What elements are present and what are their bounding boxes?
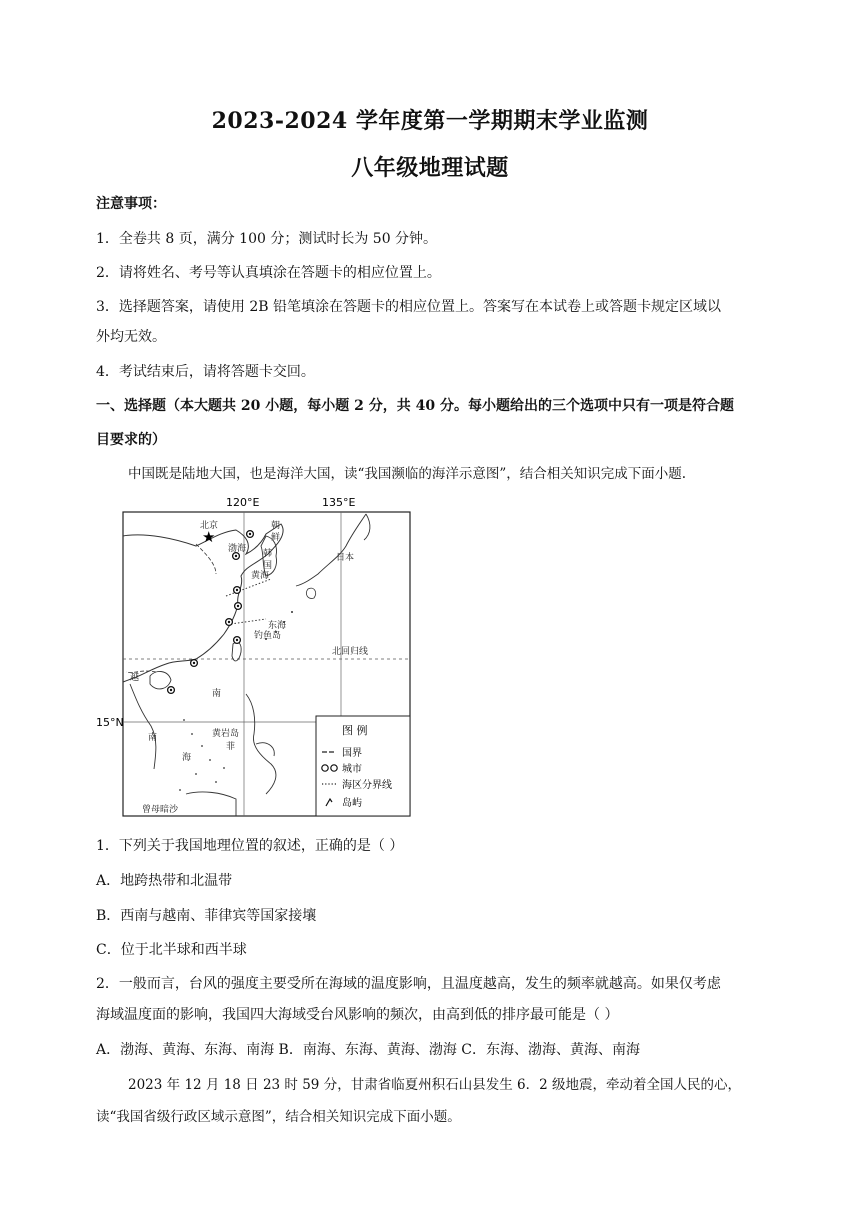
section-heading: 一、选择题（本大题共 20 小题，每小题 2 分，共 40 分。每小题给出的三个选项中只有一项是符合题 [96, 398, 734, 414]
label-xian: 鲜 [271, 533, 281, 543]
question-2-options: A．渤海、黄海、东海、南海 B．南海、东海、黄海、渤海 C．东海、渤海、黄海、南海 [96, 1042, 641, 1058]
south-sea-island [191, 733, 193, 735]
note-item-1: 1．全卷共 8 页，满分 100 分；测试时长为 50 分钟。 [96, 231, 438, 247]
south-sea-island [201, 745, 203, 747]
label-yue: 越 [130, 673, 140, 683]
south-sea-island [183, 719, 185, 721]
label-beijing: 北京 [200, 521, 219, 531]
lon-label-135: 135°E [322, 496, 356, 509]
exam-subtitle: 八年级地理试题 [351, 155, 509, 181]
legend-item-border: 国界 [342, 748, 362, 759]
question-1-option-b: B．西南与越南、菲律宾等国家接壤 [96, 908, 317, 924]
label-bohai: 渤海 [228, 544, 247, 554]
question-1-option-c: C．位于北半球和西半球 [96, 942, 247, 958]
label-han: 韩 [263, 549, 273, 559]
ryukyu-island [291, 611, 293, 613]
label-hai: 海 [182, 753, 192, 763]
question-1-option-a: A．地跨热带和北温带 [96, 873, 233, 889]
label-zengmu: 曾母暗沙 [142, 805, 179, 815]
legend-item-sea-boundary: 海区分界线 [342, 780, 392, 791]
label-chao: 朝 [271, 521, 281, 531]
label-guo: 国 [263, 561, 273, 571]
south-sea-island [223, 767, 225, 769]
label-nan1: 南 [212, 689, 222, 699]
section-intro: 中国既是陆地大国，也是海洋大国，读“我国濒临的海洋示意图”，结合相关知识完成下面小题. [128, 466, 687, 482]
legend-item-city: 城市 [342, 764, 362, 775]
note-item-3: 3．选择题答案，请使用 2B 铅笔填涂在答题卡的相应位置上。答案写在本试卷上或答题卡规定区域以 [96, 299, 722, 315]
note-item-3-cont: 外均无效。 [96, 329, 166, 345]
section-heading-cont: 目要求的） [96, 432, 166, 448]
legend-title: 图 例 [342, 724, 368, 737]
closing-paragraph-cont: 读“我国省级行政区域示意图”，结合相关知识完成下面小题。 [96, 1109, 461, 1125]
notes-heading: 注意事项： [96, 196, 166, 212]
label-huangyan: 黄岩岛 [212, 729, 240, 739]
legend-city-swatch [331, 765, 337, 771]
label-fei: 菲 [226, 742, 236, 752]
exam-title: 2023-2024 学年度第一学期期末学业监测 [211, 108, 649, 134]
note-item-4: 4．考试结束后，请将答题卡交回。 [96, 364, 315, 380]
south-sea-island [215, 781, 217, 783]
lat-label-15: 15°N [96, 716, 124, 729]
south-sea-island [179, 789, 181, 791]
sea-map [96, 494, 414, 820]
label-huanghai: 黄海 [251, 571, 270, 581]
legend-item-island: 岛屿 [342, 798, 362, 809]
capital-star-icon: ★ [202, 528, 216, 546]
lon-label-120: 120°E [226, 496, 260, 509]
legend-city-swatch [322, 765, 328, 771]
label-nan2: 南 [148, 733, 158, 743]
note-item-2: 2．请将姓名、考号等认真填涂在答题卡的相应位置上。 [96, 265, 441, 281]
label-diaoyu: 钓鱼岛 [254, 631, 282, 641]
sea-map-figure [96, 494, 414, 820]
label-japan: 日本 [336, 553, 355, 563]
label-donghai: 东海 [268, 621, 287, 631]
closing-paragraph: 2023 年 12 月 18 日 23 时 59 分，甘肃省临夏州积石山县发生 6．2 级地震，牵动着全国人民的心， [128, 1077, 741, 1093]
question-2-stem-cont: 海域温度面的影响，我国四大海域受台风影响的频次，由高到低的排序最可能是（ ） [96, 1007, 619, 1023]
question-1-stem: 1．下列关于我国地理位置的叙述，正确的是（ ） [96, 838, 404, 854]
south-sea-island [195, 773, 197, 775]
question-2-stem: 2．一般而言，台风的强度主要受所在海域的温度影响，且温度越高，发生的频率就越高。如果仅考虑 [96, 976, 721, 992]
south-sea-island [209, 759, 211, 761]
label-tropic: 北回归线 [332, 647, 369, 657]
